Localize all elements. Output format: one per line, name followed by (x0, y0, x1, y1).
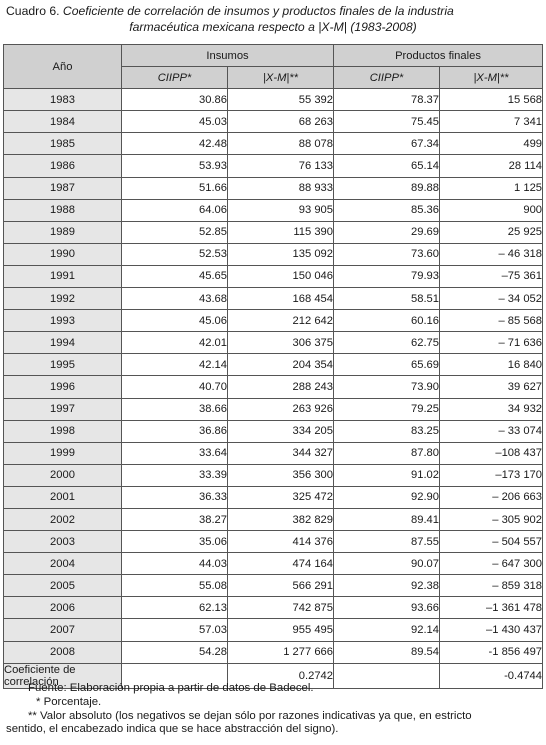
data-table (3, 44, 543, 689)
insumos-ciipp-cell: 64.06 (122, 199, 228, 221)
productos-xm-cell: – 504 557 (440, 531, 543, 553)
year-cell: 2002 (4, 508, 122, 530)
year-cell: 1999 (4, 442, 122, 464)
productos-xm-cell: 7 341 (440, 111, 543, 133)
header-group-row (4, 45, 543, 67)
insumos-xm-cell: 150 046 (228, 265, 334, 287)
insumos-ciipp-cell: 36.86 (122, 420, 228, 442)
insumos-ciipp-cell: 45.65 (122, 265, 228, 287)
insumos-xm-cell: 1 277 666 (228, 641, 334, 663)
table-row (4, 464, 543, 486)
productos-ciipp-cell: 93.66 (334, 597, 440, 619)
table-row (4, 354, 543, 376)
productos-xm-cell: 28 114 (440, 155, 543, 177)
year-cell: 1988 (4, 199, 122, 221)
insumos-ciipp-cell: 43.68 (122, 288, 228, 310)
table-caption (0, 0, 546, 38)
table-row (4, 420, 543, 442)
year-cell: 1998 (4, 420, 122, 442)
productos-ciipp-cell: 89.41 (334, 508, 440, 530)
productos-ciipp-cell: 75.45 (334, 111, 440, 133)
insumos-ciipp-cell: 40.70 (122, 376, 228, 398)
productos-xm-cell: – 33 074 (440, 420, 543, 442)
insumos-ciipp-cell: 42.01 (122, 332, 228, 354)
insumos-xm-cell: 306 375 (228, 332, 334, 354)
insumos-xm-cell: 263 926 (228, 398, 334, 420)
insumos-ciipp-cell: 62.13 (122, 597, 228, 619)
group-productos-header: Productos finales (334, 45, 543, 67)
productos-ciipp-cell: 87.55 (334, 531, 440, 553)
caption-title-line1: Coeficiente de correlación de insumos y productos finales de la industria (62, 4, 454, 18)
productos-xm-cell: – 859 318 (440, 575, 543, 597)
table-row (4, 155, 543, 177)
table-row (4, 575, 543, 597)
insumos-ciipp-cell: 42.14 (122, 354, 228, 376)
insumos-xm-cell: 88 933 (228, 177, 334, 199)
insumos-ciipp-cell: 55.08 (122, 575, 228, 597)
year-cell: 2007 (4, 619, 122, 641)
productos-xm-cell: 39 627 (440, 376, 543, 398)
footnote-absolute-line1: ** Valor absoluto (los negativos se dejan sólo por razones indicativas ya que, en estricto (28, 709, 472, 722)
insumos-xm-cell: 334 205 (228, 420, 334, 442)
insumos-xm-cell: 212 642 (228, 310, 334, 332)
year-cell: 1986 (4, 155, 122, 177)
year-cell: 1984 (4, 111, 122, 133)
insumos-xm-cell: 93 905 (228, 199, 334, 221)
table-row (4, 288, 543, 310)
productos-ciipp-cell: 89.88 (334, 177, 440, 199)
insumos-xm-cell: 88 078 (228, 133, 334, 155)
productos-xm-cell: – 46 318 (440, 243, 543, 265)
productos-xm-cell: -1 856 497 (440, 641, 543, 663)
year-cell: 1983 (4, 89, 122, 111)
insumos-ciipp-cell: 54.28 (122, 641, 228, 663)
table-row (4, 486, 543, 508)
table-row (4, 442, 543, 464)
productos-ciipp-cell: 89.54 (334, 641, 440, 663)
coef-productos-value: -0.4744 (440, 663, 543, 688)
table-row (4, 177, 543, 199)
insumos-xm-cell: 344 327 (228, 442, 334, 464)
insumos-xm-cell: 68 263 (228, 111, 334, 133)
insumos-xm-header: |X-M|** (228, 67, 334, 89)
table-row (4, 310, 543, 332)
year-cell: 2003 (4, 531, 122, 553)
productos-ciipp-cell: 90.07 (334, 553, 440, 575)
insumos-xm-cell: 55 392 (228, 89, 334, 111)
coef-label-line2: correlación (4, 675, 59, 688)
table-row (4, 641, 543, 663)
insumos-ciipp-cell: 33.64 (122, 442, 228, 464)
insumos-xm-cell: 288 243 (228, 376, 334, 398)
productos-xm-cell: – 647 300 (440, 553, 543, 575)
productos-xm-cell: 16 840 (440, 354, 543, 376)
insumos-xm-cell: 955 495 (228, 619, 334, 641)
insumos-xm-cell: 204 354 (228, 354, 334, 376)
table-row (4, 111, 543, 133)
insumos-xm-cell: 325 472 (228, 486, 334, 508)
insumos-ciipp-cell: 51.66 (122, 177, 228, 199)
insumos-ciipp-cell: 36.33 (122, 486, 228, 508)
table-notes (6, 682, 540, 737)
insumos-xm-cell: 566 291 (228, 575, 334, 597)
table-row (4, 89, 543, 111)
insumos-ciipp-header: CIIPP* (122, 67, 228, 89)
year-cell: 1996 (4, 376, 122, 398)
productos-ciipp-cell: 92.90 (334, 486, 440, 508)
productos-xm-cell: 15 568 (440, 89, 543, 111)
productos-ciipp-cell: 29.69 (334, 221, 440, 243)
insumos-ciipp-cell: 45.03 (122, 111, 228, 133)
caption-title-line2: farmacéutica mexicana respecto a |X-M| (1983-2008) (129, 20, 417, 34)
productos-xm-cell: – 305 902 (440, 508, 543, 530)
footnote-percent: * Porcentaje. (36, 695, 102, 708)
year-cell: 1985 (4, 133, 122, 155)
insumos-ciipp-cell: 52.85 (122, 221, 228, 243)
productos-ciipp-header: CIIPP* (334, 67, 440, 89)
productos-ciipp-cell: 85.36 (334, 199, 440, 221)
year-cell: 1997 (4, 398, 122, 420)
table-row (4, 376, 543, 398)
table-row (4, 619, 543, 641)
productos-ciipp-cell: 91.02 (334, 464, 440, 486)
table-row (4, 553, 543, 575)
productos-ciipp-cell: 65.14 (334, 155, 440, 177)
productos-xm-cell: 34 932 (440, 398, 543, 420)
insumos-ciipp-cell: 42.48 (122, 133, 228, 155)
table-row (4, 133, 543, 155)
year-cell: 2004 (4, 553, 122, 575)
productos-xm-cell: –173 170 (440, 464, 543, 486)
insumos-xm-cell: 76 133 (228, 155, 334, 177)
productos-xm-cell: –108 437 (440, 442, 543, 464)
insumos-xm-cell: 474 164 (228, 553, 334, 575)
productos-ciipp-cell: 73.60 (334, 243, 440, 265)
insumos-xm-cell: 414 376 (228, 531, 334, 553)
productos-xm-cell: 1 125 (440, 177, 543, 199)
insumos-ciipp-cell: 57.03 (122, 619, 228, 641)
insumos-xm-cell: 742 875 (228, 597, 334, 619)
productos-xm-cell: – 71 636 (440, 332, 543, 354)
table-row (4, 199, 543, 221)
insumos-xm-cell: 168 454 (228, 288, 334, 310)
coef-label-line1: Coeficiente de (4, 663, 76, 676)
table-row (4, 531, 543, 553)
insumos-ciipp-cell: 35.06 (122, 531, 228, 553)
table-row (4, 243, 543, 265)
productos-ciipp-cell: 60.16 (334, 310, 440, 332)
table-row (4, 265, 543, 287)
table-row (4, 221, 543, 243)
caption-label: Cuadro 6. (6, 4, 60, 18)
productos-ciipp-cell: 92.14 (334, 619, 440, 641)
table-row (4, 508, 543, 530)
productos-xm-cell: 499 (440, 133, 543, 155)
year-cell: 1994 (4, 332, 122, 354)
productos-xm-header: |X-M|** (440, 67, 543, 89)
table-row (4, 398, 543, 420)
productos-ciipp-cell: 67.34 (334, 133, 440, 155)
year-cell: 1989 (4, 221, 122, 243)
year-cell: 1991 (4, 265, 122, 287)
productos-ciipp-cell: 79.93 (334, 265, 440, 287)
productos-xm-cell: –1 430 437 (440, 619, 543, 641)
productos-ciipp-cell: 92.38 (334, 575, 440, 597)
insumos-ciipp-cell: 44.03 (122, 553, 228, 575)
year-cell: 2001 (4, 486, 122, 508)
insumos-ciipp-cell: 45.06 (122, 310, 228, 332)
insumos-xm-cell: 115 390 (228, 221, 334, 243)
year-cell: 1995 (4, 354, 122, 376)
group-insumos-header: Insumos (122, 45, 334, 67)
productos-xm-cell: –75 361 (440, 265, 543, 287)
insumos-ciipp-cell: 30.86 (122, 89, 228, 111)
footnote-absolute-line2: sentido, el encabezado indica que se hace abstracción del signo). (6, 723, 339, 736)
productos-xm-cell: 900 (440, 199, 543, 221)
insumos-xm-cell: 382 829 (228, 508, 334, 530)
productos-ciipp-cell: 73.90 (334, 376, 440, 398)
year-header: Año (4, 45, 122, 89)
year-cell: 1990 (4, 243, 122, 265)
year-cell: 2008 (4, 641, 122, 663)
insumos-ciipp-cell: 38.66 (122, 398, 228, 420)
productos-ciipp-cell: 58.51 (334, 288, 440, 310)
table-row (4, 597, 543, 619)
insumos-xm-cell: 356 300 (228, 464, 334, 486)
productos-xm-cell: 25 925 (440, 221, 543, 243)
table-body (4, 89, 543, 663)
productos-ciipp-cell: 62.75 (334, 332, 440, 354)
insumos-ciipp-cell: 33.39 (122, 464, 228, 486)
year-cell: 2006 (4, 597, 122, 619)
productos-ciipp-cell: 65.69 (334, 354, 440, 376)
productos-xm-cell: – 34 052 (440, 288, 543, 310)
year-cell: 1987 (4, 177, 122, 199)
source-note: Fuente: Elaboración propia a partir de datos de Badecel. (28, 682, 314, 694)
productos-xm-cell: – 206 663 (440, 486, 543, 508)
productos-ciipp-cell: 79.25 (334, 398, 440, 420)
productos-ciipp-cell: 87.80 (334, 442, 440, 464)
year-cell: 1993 (4, 310, 122, 332)
year-cell: 2005 (4, 575, 122, 597)
insumos-ciipp-cell: 53.93 (122, 155, 228, 177)
productos-ciipp-cell: 78.37 (334, 89, 440, 111)
insumos-ciipp-cell: 52.53 (122, 243, 228, 265)
table-row (4, 332, 543, 354)
productos-xm-cell: –1 361 478 (440, 597, 543, 619)
productos-ciipp-cell: 83.25 (334, 420, 440, 442)
coef-insumos-value: 0.2742 (228, 663, 334, 688)
insumos-xm-cell: 135 092 (228, 243, 334, 265)
insumos-ciipp-cell: 38.27 (122, 508, 228, 530)
year-cell: 2000 (4, 464, 122, 486)
year-cell: 1992 (4, 288, 122, 310)
productos-xm-cell: – 85 568 (440, 310, 543, 332)
